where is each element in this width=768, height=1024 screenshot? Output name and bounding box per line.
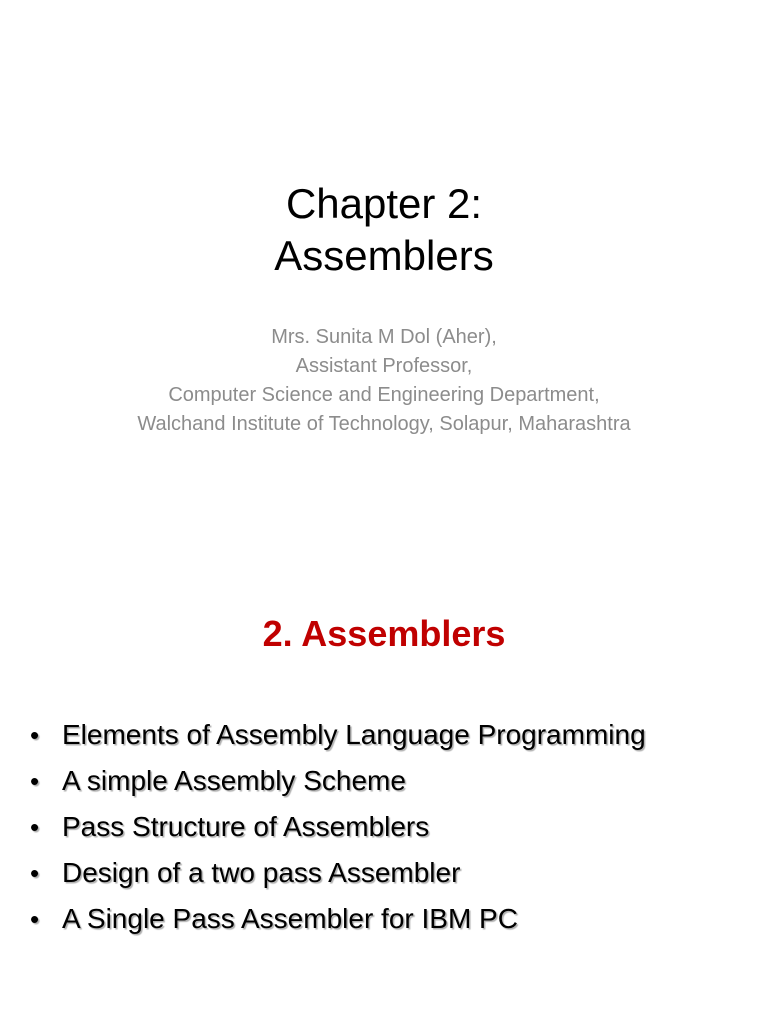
author-department: Computer Science and Engineering Department, (168, 384, 600, 406)
section-heading: 2. Assemblers (262, 613, 506, 654)
author-institute: Walchand Institute of Technology, Solapur, Maharashtra (137, 413, 631, 435)
list-item-text: Design of a two pass Assembler (62, 857, 461, 888)
list-item (30, 850, 760, 896)
author-name: Mrs. Sunita M Dol (Aher), (271, 326, 497, 348)
slide-title-line: Chapter 2: (285, 180, 483, 227)
list-item (30, 758, 760, 804)
author-info (0, 323, 768, 439)
bullet-icon: • (30, 765, 40, 796)
bullet-icon: • (30, 811, 40, 842)
slide-title-line: Assemblers (274, 232, 494, 279)
list-item-text: A Single Pass Assembler for IBM PC (62, 903, 518, 934)
list-item-text: A simple Assembly Scheme (62, 765, 406, 796)
contents-slide (0, 512, 768, 1024)
topic-list (30, 712, 760, 942)
author-position: Assistant Professor, (295, 355, 473, 377)
list-item-text: Pass Structure of Assemblers (62, 811, 430, 842)
list-item (30, 896, 760, 942)
list-item-text: Elements of Assembly Language Programming (62, 719, 646, 750)
bullet-icon: • (30, 857, 40, 888)
bullet-icon: • (30, 719, 40, 750)
bullet-icon: • (30, 903, 40, 934)
list-item (30, 804, 760, 850)
list-item (30, 712, 760, 758)
slide-title (0, 178, 768, 282)
